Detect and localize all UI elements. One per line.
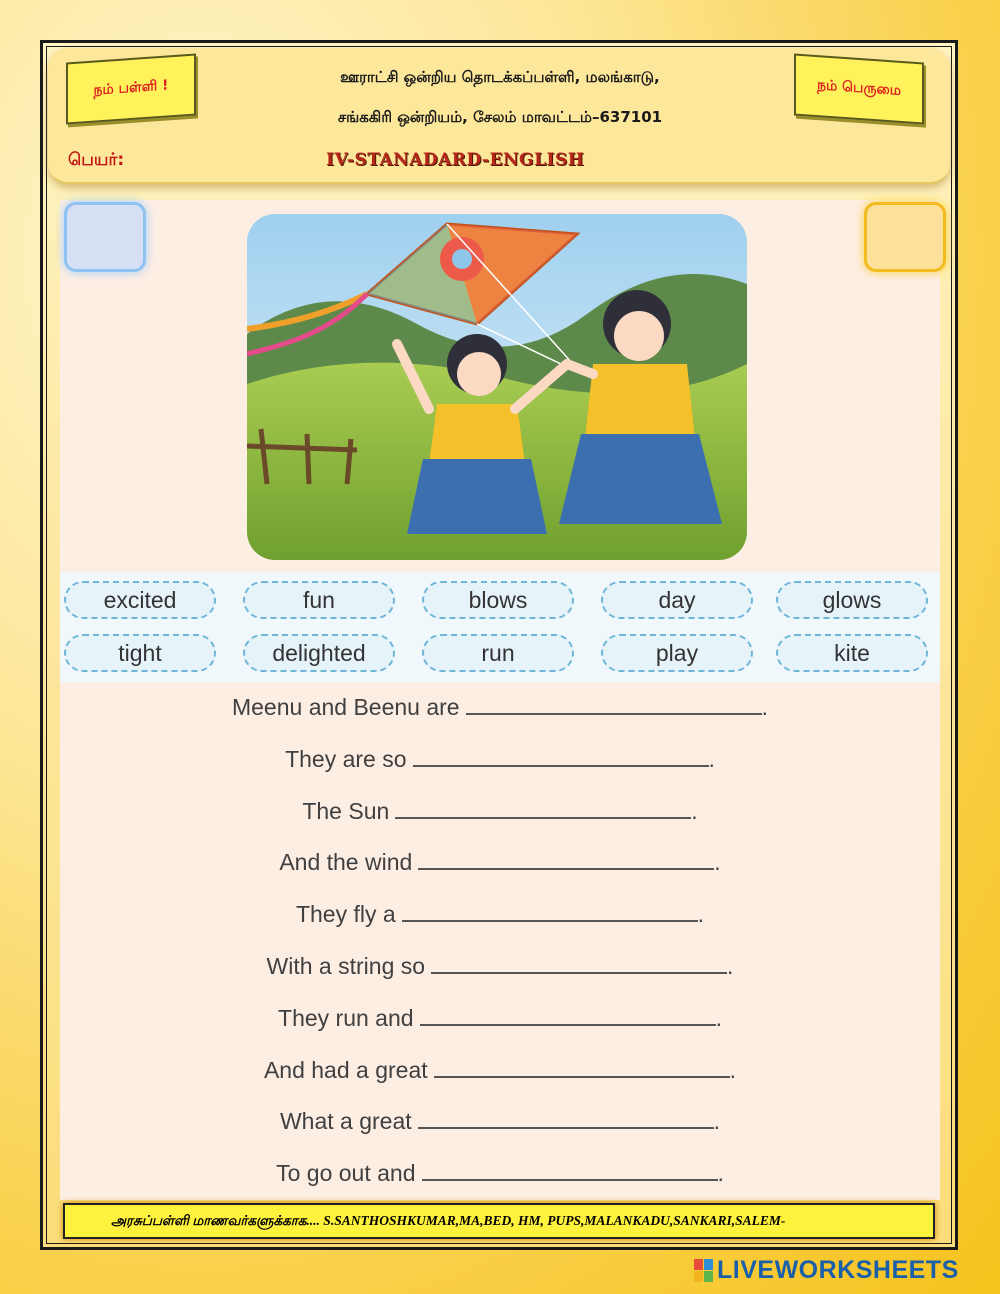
- sentence-line: [60, 1107, 940, 1135]
- word-chip[interactable]: kite: [776, 634, 928, 672]
- brand-mark-icon: [694, 1259, 713, 1282]
- answer-blank[interactable]: [418, 1107, 714, 1129]
- word-chip[interactable]: blows: [422, 581, 574, 619]
- sentence-end: .: [761, 694, 768, 720]
- right-flag: [794, 53, 924, 124]
- answer-blank[interactable]: [431, 952, 727, 974]
- footer-credit-bar: [63, 1203, 935, 1239]
- sentence-line: [60, 1004, 940, 1032]
- sentence-line: [60, 952, 940, 980]
- word-chip[interactable]: glows: [776, 581, 928, 619]
- name-label: பெயர்:: [68, 150, 125, 170]
- footer-credit: அரசுப்பள்ளி மாணவர்களுக்காக.... S.SANTHOSHKUMAR,MA,BED, HM, PUPS,MALANKADU,SANKARI,SALEM-: [111, 1213, 786, 1228]
- answer-blank[interactable]: [418, 848, 714, 870]
- word-chip[interactable]: day: [601, 581, 753, 619]
- left-flag-label: நம் பள்ளி !: [93, 77, 169, 99]
- sentence-line: [60, 848, 940, 876]
- answer-blank[interactable]: [395, 797, 691, 819]
- sentence-end: .: [713, 1108, 721, 1135]
- sentence-end: .: [708, 745, 715, 772]
- word-chip[interactable]: fun: [243, 581, 395, 619]
- kite-flying-illustration: [247, 214, 747, 560]
- sentence-end: .: [717, 1160, 724, 1187]
- word-chip[interactable]: delighted: [243, 634, 395, 672]
- answer-blank[interactable]: [420, 1004, 716, 1026]
- sentence-text: They fly a: [295, 901, 396, 928]
- left-flag: [66, 53, 196, 124]
- answer-blank[interactable]: [434, 1056, 730, 1078]
- school-name-line-2: சங்ககிரி ஒன்றியம், சேலம் மாவட்டம்–637101: [337, 108, 663, 126]
- sentence-line: [60, 797, 940, 825]
- sentence-text: They are so: [285, 745, 407, 772]
- word-chip[interactable]: excited: [64, 581, 216, 619]
- brand-name: LIVEWORKSHEETS: [717, 1256, 959, 1284]
- sentence-end: .: [729, 1056, 737, 1083]
- sentence-line: [60, 1056, 940, 1084]
- answer-blank[interactable]: [422, 1159, 718, 1181]
- answer-blank[interactable]: [413, 745, 709, 767]
- sentence-text: What a great: [279, 1108, 412, 1135]
- sentence-line: [60, 693, 940, 721]
- word-chip[interactable]: play: [601, 634, 753, 672]
- liveworksheets-logo[interactable]: [694, 1256, 959, 1285]
- gold-corner-box: [864, 202, 946, 272]
- sentence-end: .: [714, 849, 721, 876]
- sentence-line: [60, 1159, 940, 1187]
- school-name-line-1: ஊராட்சி ஒன்றிய தொடக்கப்பள்ளி, மலங்காடு,: [340, 68, 660, 86]
- sentence-line: [60, 745, 940, 773]
- sentence-line: [60, 900, 940, 928]
- answer-blank[interactable]: [402, 900, 698, 922]
- sentence-end: .: [697, 901, 705, 928]
- word-chip[interactable]: run: [422, 634, 574, 672]
- sentence-text: Meenu and Beenu are: [231, 694, 460, 720]
- sentence-text: They run and: [278, 1004, 414, 1031]
- standard-label: IV-STANADARD-ENGLISH: [326, 150, 585, 170]
- sentence-text: And had a great: [263, 1056, 428, 1083]
- sentence-text: The Sun: [302, 797, 390, 824]
- sentence-end: .: [727, 953, 734, 979]
- blue-corner-box: [64, 202, 146, 272]
- sentence-end: .: [691, 797, 698, 824]
- answer-blank[interactable]: [466, 693, 762, 715]
- word-chip[interactable]: tight: [64, 634, 216, 672]
- sentence-text: And the wind: [279, 849, 413, 876]
- sentence-text: With a string so: [266, 953, 426, 979]
- sentence-end: .: [715, 1004, 722, 1031]
- sentence-text: To go out and: [276, 1160, 416, 1187]
- right-flag-label: நம் பெருமை: [817, 77, 901, 99]
